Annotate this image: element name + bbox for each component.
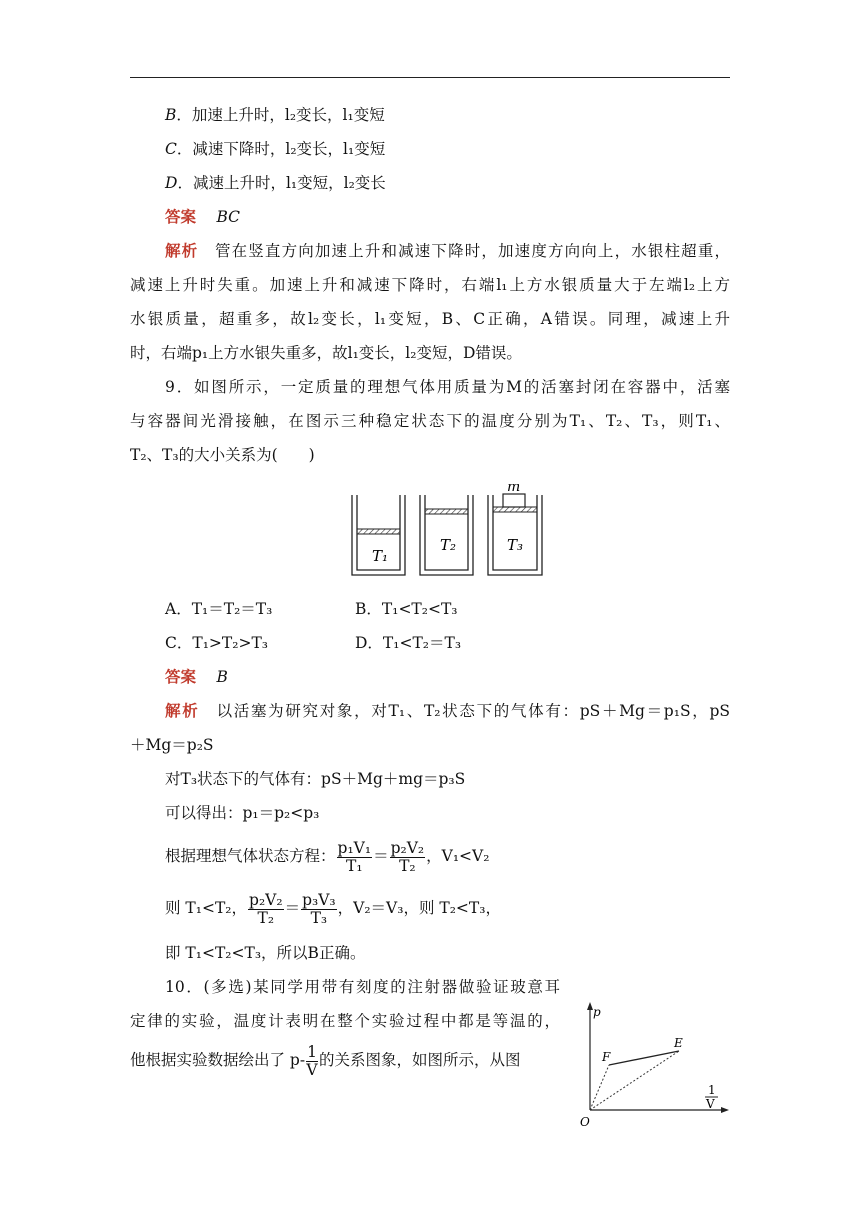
- weight-block: [503, 494, 525, 507]
- q9-stem-line-1: 9．如图所示，一定质量的理想气体用质量为M的活塞封闭在容器中，活塞: [165, 378, 730, 396]
- q9-stem-line-3: T₂、T₃的大小关系为( ): [130, 446, 315, 464]
- answer-label: 答案: [165, 207, 197, 226]
- q9-analysis-line-2: ＋Mg＝p₂S: [130, 736, 214, 754]
- q9-option-c: C．T₁>T₂>T₃: [165, 634, 268, 652]
- fraction: $\frac{\text{p₁V₁}}{\text{T₁}}$: [337, 838, 372, 875]
- fraction: $\frac{\text{p₂V₂}}{\text{T₂}}$: [390, 838, 425, 875]
- label-t2: T₂: [440, 536, 457, 554]
- fraction: $\frac{\text{p₃V₃}}{\text{T₃}}$: [302, 890, 336, 927]
- q9-containers-figure: [345, 484, 555, 580]
- q8-analysis-line-2: 减速上升时失重。加速上升和减速下降时，右端l₁上方水银质量大于左端l₂上方: [130, 276, 730, 294]
- label-t3: T₃: [507, 536, 524, 554]
- analysis-label: 解析: [165, 241, 199, 260]
- label-m: m: [507, 484, 521, 495]
- q9-analysis-line-6: 则 T₁<T₂， $\frac{\text{p₂V₂}}{\text{T₂}}$ ＝ $\frac{\text{p₃V₃}}{\text{T₃}}$ ，V₂＝V₃，则 T₂<T₃，: [165, 890, 501, 927]
- piston-3: [493, 507, 537, 512]
- axis-label-p: p: [593, 1005, 601, 1019]
- label-t1: T₁: [372, 547, 389, 565]
- analysis-label: 解析: [165, 701, 200, 720]
- axis-label-x-den: V: [706, 1097, 715, 1111]
- q9-analysis-line-7: 即 T₁<T₂<T₃，所以B正确。: [165, 944, 366, 962]
- piston-2: [425, 509, 468, 514]
- q9-option-d: D．T₁<T₂＝T₃: [355, 634, 462, 652]
- q8-option-b: B．加速上升时，l₂变长，l₁变短: [165, 106, 385, 124]
- q8-analysis-line-1: 解析 管在竖直方向加速上升和减速下降时，加速度方向向上，水银柱超重，: [165, 241, 730, 260]
- q8-analysis-line-4: 时，右端p₁上方水银失重多，故l₁变长，l₂变短，D错误。: [130, 344, 522, 362]
- dotted-line-of: [590, 1065, 609, 1110]
- q9-analysis-line-1: 解析 以活塞为研究对象，对T₁、T₂状态下的气体有：pS＋Mg＝p₁S，pS: [165, 701, 730, 720]
- axis-label-x-num: 1: [708, 1083, 716, 1097]
- container-1: [352, 495, 405, 575]
- q8-answer: 答案 BC: [165, 207, 240, 226]
- answer-label: 答案: [165, 667, 197, 686]
- point-label-e: E: [674, 1036, 683, 1050]
- q8-option-c: C．减速下降时，l₂变长，l₁变短: [165, 140, 386, 158]
- q10-p-v-graph: [575, 1000, 735, 1130]
- q8-option-d: D．减速上升时，l₁变短，l₂变长: [165, 174, 386, 192]
- point-label-f: F: [602, 1050, 611, 1064]
- q10-stem-line-2: 定律的实验，温度计表明在整个实验过程中都是等温的，: [130, 1012, 560, 1030]
- q9-option-b: B．T₁<T₂<T₃: [355, 600, 458, 618]
- q9-answer: 答案 B: [165, 667, 228, 686]
- q10-stem-line-3: 他根据实验数据绘出了 p- $\frac{1}{V}$ 的关系图象，如图所示，从图: [130, 1042, 521, 1079]
- piston-1: [357, 529, 400, 534]
- header-rule: [130, 77, 730, 78]
- fraction: $\frac{1}{V}$: [306, 1042, 318, 1079]
- line-fe: [609, 1051, 679, 1065]
- x-axis-arrow: [721, 1107, 729, 1113]
- container-3: [488, 484, 542, 575]
- q10-stem-line-1: 10．(多选)某同学用带有刻度的注射器做验证玻意耳: [165, 978, 560, 996]
- q9-analysis-line-3: 对T₃状态下的气体有：pS＋Mg＋mg＝p₃S: [165, 770, 466, 788]
- origin-label: O: [580, 1115, 590, 1129]
- q8-analysis-line-3: 水银质量，超重多，故l₂变长，l₁变短，B、C正确，A错误。同理，减速上升: [130, 310, 730, 328]
- q9-analysis-line-5: 根据理想气体状态方程： $\frac{\text{p₁V₁}}{\text{T₁}}$ ＝ $\frac{\text{p₂V₂}}{\text{T₂}}$ ，V₁<V₂: [165, 838, 490, 875]
- q9-analysis-line-4: 可以得出：p₁＝p₂<p₃: [165, 804, 320, 822]
- q9-stem-line-2: 与容器间光滑接触，在图示三种稳定状态下的温度分别为T₁、T₂、T₃，则T₁、: [130, 412, 730, 430]
- q9-option-a: A．T₁＝T₂＝T₃: [165, 600, 273, 618]
- fraction: $\frac{\text{p₂V₂}}{\text{T₂}}$: [249, 890, 283, 927]
- container-2: [420, 495, 473, 575]
